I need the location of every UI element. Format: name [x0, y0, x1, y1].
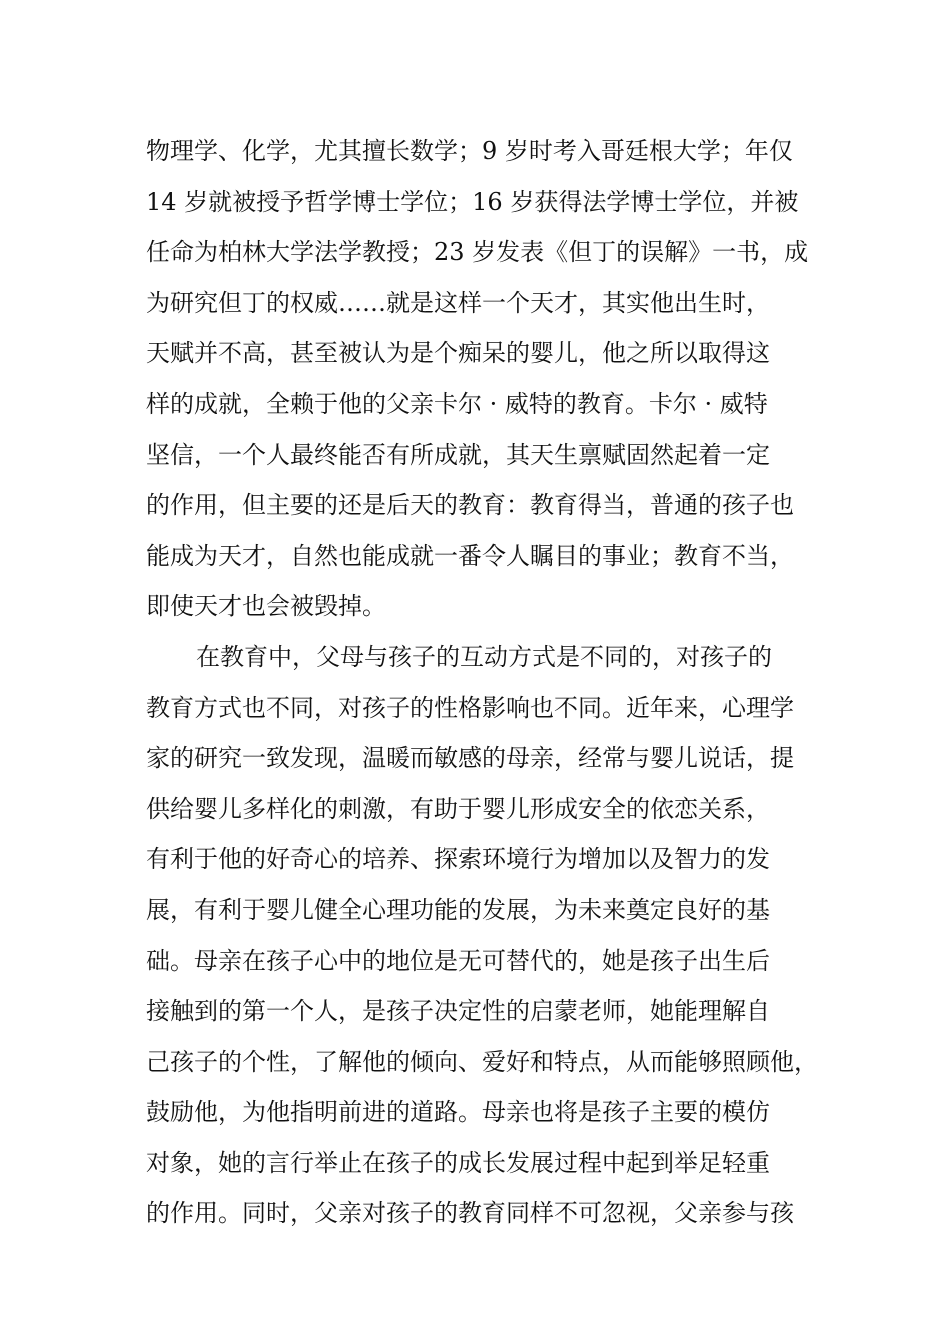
text-line: 在教育中，父母与孩子的互动方式是不同的，对孩子的 [196, 642, 772, 671]
text-line: 能成为天才，自然也能成就一番令人瞩目的事业；教育不当， [146, 541, 794, 570]
text-line: 为研究但丁的权威……就是这样一个天才，其实他出生时， [146, 288, 770, 317]
text-line: 供给婴儿多样化的刺激，有助于婴儿形成安全的依恋关系， [146, 794, 770, 823]
text-line: 坚信，一个人最终能否有所成就，其天生禀赋固然起着一定 [146, 440, 770, 469]
text-line: 础。母亲在孩子心中的地位是无可替代的，她是孩子出生后 [146, 946, 770, 975]
text-line: 己孩子的个性，了解他的倾向、爱好和特点，从而能够照顾他， [146, 1047, 818, 1076]
paragraph-2 [146, 632, 818, 1239]
text-line: 任命为柏林大学法学教授；23 岁发表《但丁的误解》一书，成 [146, 238, 809, 267]
text-line: 样的成就，全赖于他的父亲卡尔 · 威特的教育。卡尔 · 威特 [146, 389, 768, 418]
text-line: 的作用。同时，父亲对孩子的教育同样不可忽视，父亲参与孩 [146, 1199, 794, 1228]
text-line: 教育方式也不同，对孩子的性格影响也不同。近年来，心理学 [146, 693, 794, 722]
text-line: 有利于他的好奇心的培养、探索环境行为增加以及智力的发 [146, 845, 770, 874]
text-line: 物理学、化学，尤其擅长数学；9 岁时考入哥廷根大学；年仅 [146, 137, 793, 165]
text-line: 接触到的第一个人，是孩子决定性的启蒙老师，她能理解自 [146, 997, 770, 1026]
text-line: 天赋并不高，甚至被认为是个痴呆的婴儿，他之所以取得这 [146, 339, 770, 368]
text-line: 的作用，但主要的还是后天的教育：教育得当，普通的孩子也 [146, 491, 794, 520]
text-line: 展，有利于婴儿健全心理功能的发展，为未来奠定良好的基 [146, 895, 770, 924]
paragraph-1 [146, 126, 814, 632]
text-line: 对象，她的言行举止在孩子的成长发展过程中起到举足轻重 [146, 1148, 770, 1177]
text-line: 家的研究一致发现，温暖而敏感的母亲，经常与婴儿说话，提 [146, 744, 794, 773]
body-text [146, 126, 818, 1239]
text-line: 14 岁就被授予哲学博士学位；16 岁获得法学博士学位，并被 [146, 187, 799, 216]
text-line: 鼓励他，为他指明前进的道路。母亲也将是孩子主要的模仿 [146, 1098, 770, 1127]
text-line: 即使天才也会被毁掉。 [146, 592, 386, 621]
